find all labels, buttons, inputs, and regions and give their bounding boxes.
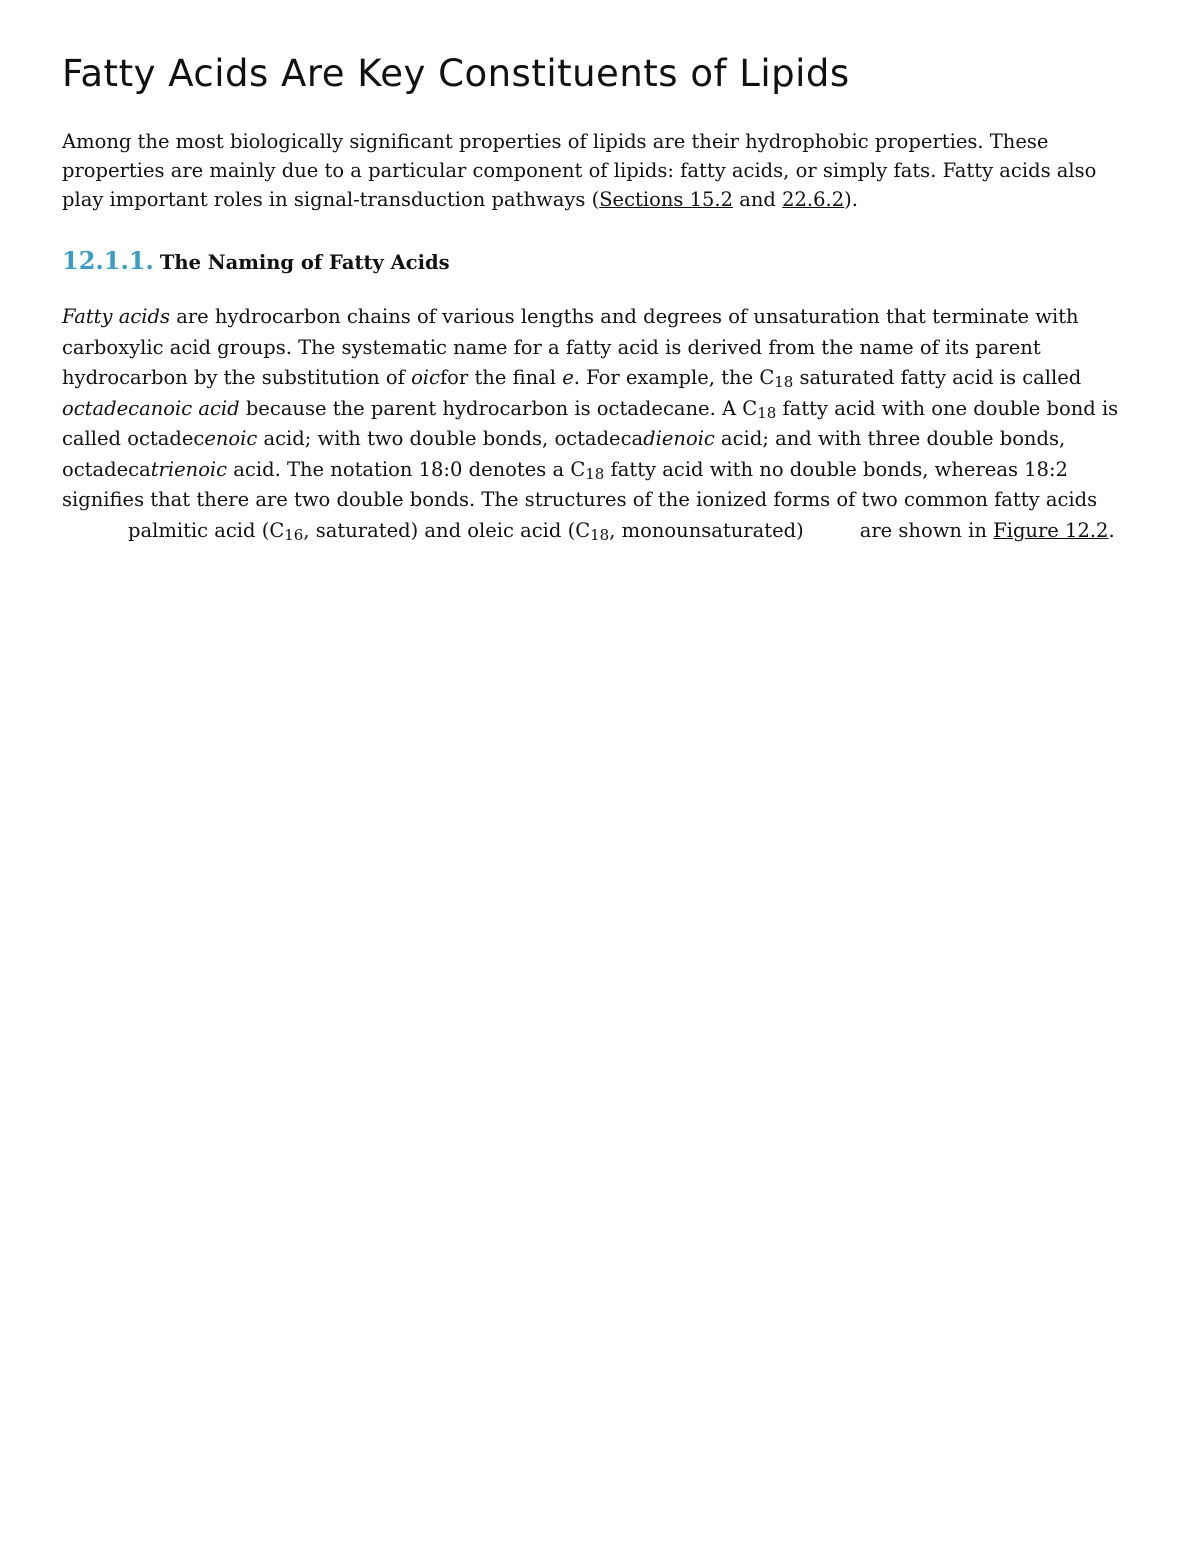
body-text: for the final [439,366,563,389]
body-text-italic: dienoic [643,427,715,450]
body-text: . For example, the C [573,366,775,389]
subscript: 18 [757,403,777,422]
body-text: are hydrocarbon chains of various lengths and degrees of unsaturation that terminate with carboxylic acid groups. The systematic name for a fatty acid is derived from the name of its parent hydrocarbon by the substitution of [62,305,1079,389]
body-text: palmitic acid (C [128,518,285,542]
document-page [62,48,1126,546]
subscript: 18 [585,464,605,483]
body-text: fatty acid with no double bonds, whereas 18:2 signifies that there are two double bonds. The structures of the ionized forms of two common fatty acids [62,457,1098,511]
body-text-italic: trienoic [150,457,228,481]
section-title: The Naming of Fatty Acids [159,251,450,274]
body-text-italic: e [562,366,574,389]
body-text: fatty acid with one double bond is called octadec [62,396,1119,450]
sections-link[interactable]: Sections 15.2 [599,188,734,211]
intro-text: ). [844,188,858,211]
intro-text: Among the most biologically significant properties of lipids are their hydrophobic properties. These properties are mainly due to a particular component of lipids: fatty acids, or simply fats. Fatty acids also play important roles in signal-transduction pathways ( [62,130,1097,211]
body-text: are shown in [859,518,994,542]
body-text-italic: Fatty acids [62,305,170,328]
section-22-link[interactable]: 22.6.2 [782,188,845,211]
section-heading [62,241,1126,284]
body-text: . [1108,518,1115,542]
page-title: Fatty Acids Are Key Constituents of Lipids [62,52,850,95]
body-text: , saturated) and oleic acid (C [303,518,591,542]
body-text: acid; and with three double bonds, octadeca [62,427,1066,481]
intro-paragraph [62,127,1126,214]
subscript: 18 [590,525,610,544]
body-text: acid. The notation 18:0 denotes a C [227,457,586,481]
section-number: 12.1.1. [62,246,154,275]
body-text-italic: enoic [204,427,258,450]
body-text: , monounsaturated) [609,518,804,542]
subscript: 16 [284,525,304,544]
body-text: acid; with two double bonds, octadeca [257,427,644,450]
body-text: saturated fatty acid is called [793,366,1082,389]
body-paragraph [62,302,1126,546]
body-text-italic: octadecanoic acid [62,396,240,420]
intro-text: and [733,188,783,211]
body-text-italic: oic [411,366,440,389]
figure-link[interactable]: Figure 12.2 [993,518,1109,542]
body-text: because the parent hydrocarbon is octadecane. A C [239,396,758,420]
subscript: 18 [774,373,794,391]
